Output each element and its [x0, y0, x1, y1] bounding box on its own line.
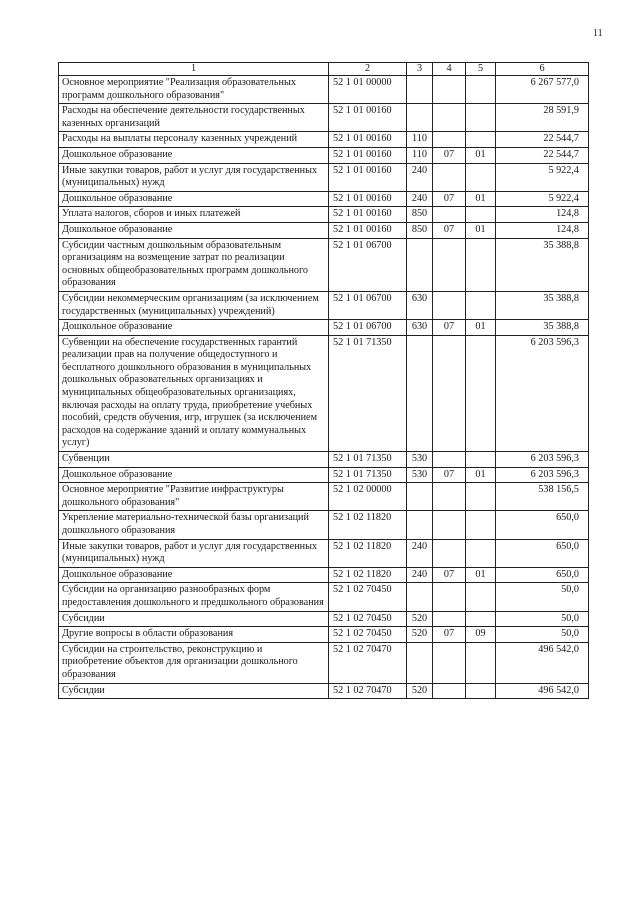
row-col-5: [466, 76, 496, 104]
row-col-3: 520: [407, 627, 433, 643]
row-col-4: [433, 104, 466, 132]
row-col-4: [433, 76, 466, 104]
row-code: 52 1 01 00160: [329, 222, 407, 238]
row-col-5: [466, 291, 496, 319]
row-amount: 50,0: [496, 611, 589, 627]
row-col-3: 520: [407, 683, 433, 699]
row-name: Иные закупки товаров, работ и услуг для государственных (муниципальных) нужд: [59, 539, 329, 567]
row-code: 52 1 01 71350: [329, 452, 407, 468]
row-col-3: 630: [407, 291, 433, 319]
row-amount: 5 922,4: [496, 163, 589, 191]
row-amount: 6 203 596,3: [496, 335, 589, 451]
table-row: [59, 335, 589, 451]
row-name: Укрепление материально-технической базы организаций дошкольного образования: [59, 511, 329, 539]
table-row: [59, 76, 589, 104]
row-col-5: [466, 611, 496, 627]
page-number: 11: [593, 28, 603, 39]
row-col-4: [433, 642, 466, 683]
row-col-4: [433, 163, 466, 191]
row-name: Субсидии: [59, 683, 329, 699]
row-col-3: 240: [407, 539, 433, 567]
row-col-3: 530: [407, 467, 433, 483]
row-name: Дошкольное образование: [59, 320, 329, 336]
row-code: 52 1 01 00160: [329, 163, 407, 191]
table-row: [59, 104, 589, 132]
row-col-4: [433, 539, 466, 567]
row-name: Дошкольное образование: [59, 567, 329, 583]
row-col-4: [433, 132, 466, 148]
row-name: Субсидии частным дошкольным образовательным организациям на возмещение затрат по реализации основных общеобразовательных программ дошкольного образования: [59, 238, 329, 291]
row-col-5: [466, 642, 496, 683]
row-col-3: [407, 104, 433, 132]
row-code: 52 1 01 06700: [329, 238, 407, 291]
row-amount: 496 542,0: [496, 683, 589, 699]
row-col-3: 240: [407, 163, 433, 191]
row-code: 52 1 01 06700: [329, 291, 407, 319]
row-col-4: [433, 611, 466, 627]
row-col-4: [433, 483, 466, 511]
row-col-5: 09: [466, 627, 496, 643]
row-col-5: 01: [466, 467, 496, 483]
row-name: Субвенции на обеспечение государственных гарантий реализации прав на получение общедоступного и бесплатного дошкольного образования в муниципальных дошкольных образовательных организациях и муниципальных общеобразовательных организациях, включая расходы на оплату труда, приобретение учебных пособий, средств обучения, игр, игрушек (за исключением расходов на содержание зданий и оплату коммунальных услуг): [59, 335, 329, 451]
table-row: [59, 132, 589, 148]
table-row: [59, 452, 589, 468]
row-amount: 650,0: [496, 511, 589, 539]
row-code: 52 1 02 00000: [329, 483, 407, 511]
row-col-3: [407, 483, 433, 511]
row-col-5: [466, 104, 496, 132]
row-col-3: [407, 511, 433, 539]
table-row: [59, 467, 589, 483]
row-col-5: 01: [466, 191, 496, 207]
table-row: [59, 583, 589, 611]
table-row: [59, 567, 589, 583]
row-name: Расходы на обеспечение деятельности государственных казенных организаций: [59, 104, 329, 132]
row-col-4: [433, 583, 466, 611]
row-col-4: [433, 207, 466, 223]
row-code: 52 1 02 70470: [329, 683, 407, 699]
row-code: 52 1 02 11820: [329, 567, 407, 583]
row-code: 52 1 02 70470: [329, 642, 407, 683]
row-name: Дошкольное образование: [59, 222, 329, 238]
table-row: [59, 238, 589, 291]
header-col-4: 4: [433, 63, 466, 76]
table-row: [59, 207, 589, 223]
table-row: [59, 642, 589, 683]
row-col-3: [407, 642, 433, 683]
row-code: 52 1 02 11820: [329, 539, 407, 567]
row-amount: 5 922,4: [496, 191, 589, 207]
row-amount: 22 544,7: [496, 132, 589, 148]
row-amount: 50,0: [496, 627, 589, 643]
table-row: [59, 147, 589, 163]
row-col-5: [466, 539, 496, 567]
row-col-4: [433, 452, 466, 468]
row-col-5: [466, 511, 496, 539]
row-amount: 22 544,7: [496, 147, 589, 163]
header-col-1: 1: [59, 63, 329, 76]
row-name: Субвенции: [59, 452, 329, 468]
row-name: Основное мероприятие "Развитие инфраструктуры дошкольного образования": [59, 483, 329, 511]
row-col-4: [433, 683, 466, 699]
table-row: [59, 683, 589, 699]
row-amount: 496 542,0: [496, 642, 589, 683]
row-code: 52 1 02 11820: [329, 511, 407, 539]
table-row: [59, 191, 589, 207]
row-col-4: [433, 335, 466, 451]
row-code: 52 1 01 00160: [329, 104, 407, 132]
row-name: Субсидии на строительство, реконструкцию и приобретение объектов для организации дошкольного образования: [59, 642, 329, 683]
row-code: 52 1 02 70450: [329, 583, 407, 611]
row-code: 52 1 02 70450: [329, 611, 407, 627]
row-col-3: 850: [407, 222, 433, 238]
table-row: [59, 511, 589, 539]
table-row: [59, 611, 589, 627]
row-col-5: [466, 452, 496, 468]
row-col-5: [466, 483, 496, 511]
row-code: 52 1 01 00160: [329, 147, 407, 163]
row-col-5: [466, 238, 496, 291]
row-col-4: 07: [433, 567, 466, 583]
row-code: 52 1 01 71350: [329, 335, 407, 451]
row-col-3: 240: [407, 191, 433, 207]
header-col-5: 5: [466, 63, 496, 76]
row-col-3: 850: [407, 207, 433, 223]
row-code: 52 1 01 00160: [329, 207, 407, 223]
row-name: Уплата налогов, сборов и иных платежей: [59, 207, 329, 223]
row-name: Основное мероприятие "Реализация образовательных программ дошкольного образования": [59, 76, 329, 104]
row-amount: 50,0: [496, 583, 589, 611]
row-amount: 538 156,5: [496, 483, 589, 511]
row-amount: 650,0: [496, 567, 589, 583]
row-col-5: 01: [466, 222, 496, 238]
row-amount: 35 388,8: [496, 320, 589, 336]
row-col-5: [466, 583, 496, 611]
table-body: [59, 76, 589, 699]
row-code: 52 1 01 00160: [329, 132, 407, 148]
row-col-4: 07: [433, 222, 466, 238]
row-amount: 28 591,9: [496, 104, 589, 132]
row-col-4: [433, 291, 466, 319]
row-col-3: 520: [407, 611, 433, 627]
row-code: 52 1 02 70450: [329, 627, 407, 643]
row-amount: 650,0: [496, 539, 589, 567]
row-col-5: 01: [466, 320, 496, 336]
row-amount: 6 203 596,3: [496, 467, 589, 483]
header-col-3: 3: [407, 63, 433, 76]
row-col-3: [407, 583, 433, 611]
row-col-3: [407, 335, 433, 451]
row-amount: 124,8: [496, 207, 589, 223]
table-row: [59, 320, 589, 336]
row-col-3: [407, 238, 433, 291]
row-col-3: 530: [407, 452, 433, 468]
table-row: [59, 222, 589, 238]
row-code: 52 1 01 06700: [329, 320, 407, 336]
row-amount: 6 267 577,0: [496, 76, 589, 104]
row-col-4: 07: [433, 320, 466, 336]
row-code: 52 1 01 00160: [329, 191, 407, 207]
row-col-3: [407, 76, 433, 104]
row-code: 52 1 01 00000: [329, 76, 407, 104]
row-col-4: 07: [433, 191, 466, 207]
row-col-5: [466, 683, 496, 699]
row-col-3: 110: [407, 147, 433, 163]
row-col-5: [466, 163, 496, 191]
row-name: Дошкольное образование: [59, 191, 329, 207]
row-col-5: 01: [466, 147, 496, 163]
row-col-4: [433, 511, 466, 539]
row-col-4: 07: [433, 467, 466, 483]
row-amount: 6 203 596,3: [496, 452, 589, 468]
row-name: Иные закупки товаров, работ и услуг для государственных (муниципальных) нужд: [59, 163, 329, 191]
table-row: [59, 483, 589, 511]
row-col-4: [433, 238, 466, 291]
row-amount: 124,8: [496, 222, 589, 238]
budget-table: [58, 62, 589, 699]
row-col-3: 240: [407, 567, 433, 583]
row-code: 52 1 01 71350: [329, 467, 407, 483]
row-col-5: [466, 132, 496, 148]
row-name: Расходы на выплаты персоналу казенных учреждений: [59, 132, 329, 148]
row-col-5: [466, 335, 496, 451]
table-row: [59, 163, 589, 191]
row-col-5: 01: [466, 567, 496, 583]
header-col-6: 6: [496, 63, 589, 76]
row-amount: 35 388,8: [496, 291, 589, 319]
row-name: Субсидии на организацию разнообразных форм предоставления дошкольного и предшкольного образования: [59, 583, 329, 611]
row-name: Дошкольное образование: [59, 147, 329, 163]
table-header-row: [59, 63, 589, 76]
table-row: [59, 291, 589, 319]
row-col-3: 630: [407, 320, 433, 336]
row-name: Дошкольное образование: [59, 467, 329, 483]
row-col-5: [466, 207, 496, 223]
header-col-2: 2: [329, 63, 407, 76]
row-col-4: 07: [433, 627, 466, 643]
row-name: Субсидии некоммерческим организациям (за исключением государственных (муниципальных) учреждений): [59, 291, 329, 319]
row-col-3: 110: [407, 132, 433, 148]
row-amount: 35 388,8: [496, 238, 589, 291]
table-row: [59, 539, 589, 567]
row-name: Субсидии: [59, 611, 329, 627]
table-row: [59, 627, 589, 643]
row-name: Другие вопросы в области образования: [59, 627, 329, 643]
row-col-4: 07: [433, 147, 466, 163]
